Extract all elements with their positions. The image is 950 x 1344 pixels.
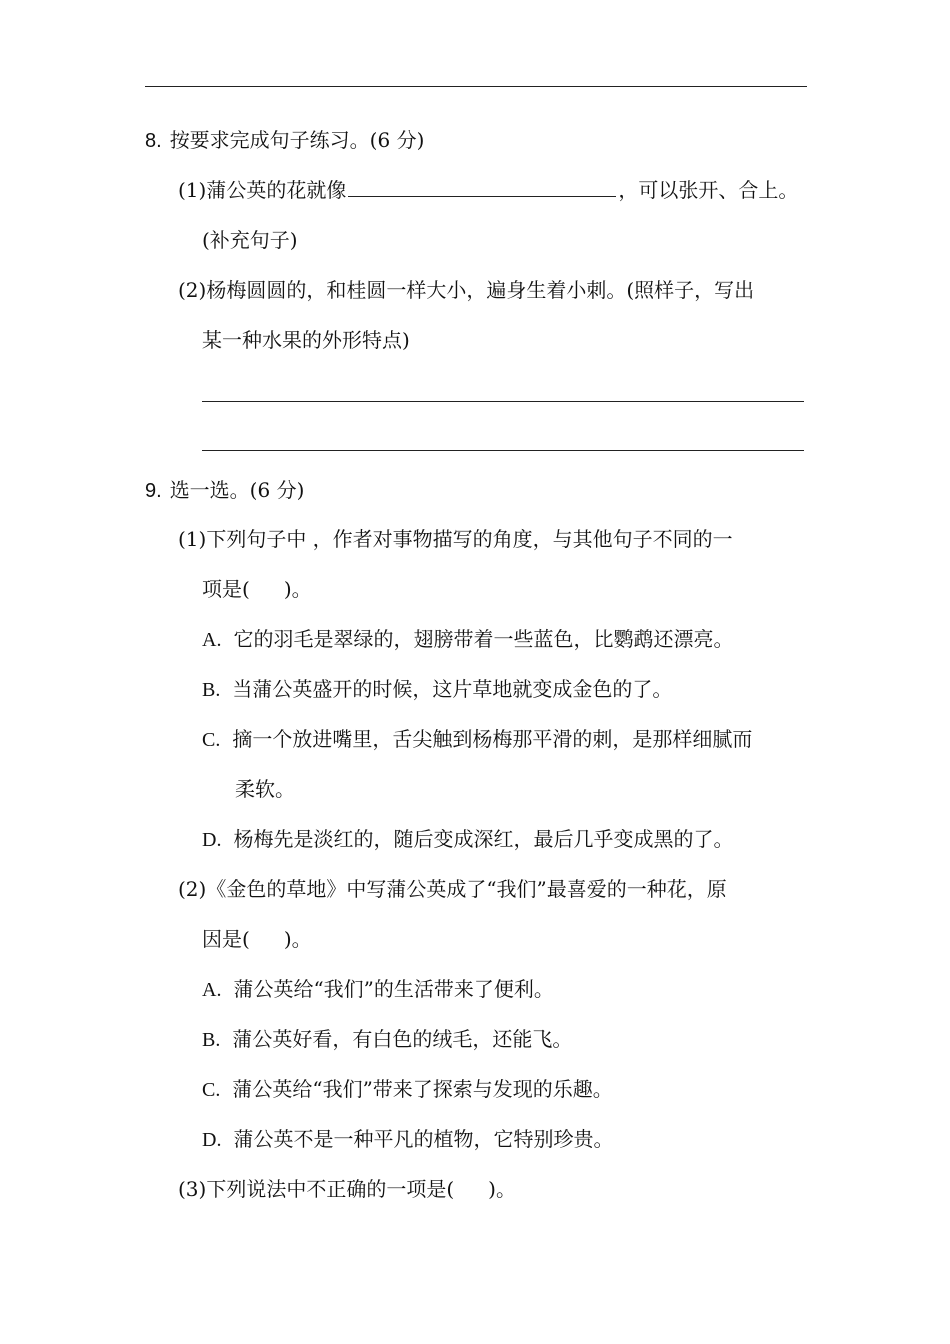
q9-p2-option-a <box>202 975 554 1004</box>
option-letter: A. <box>202 629 222 651</box>
q8-heading <box>145 126 424 155</box>
option-text: 杨梅先是淡红的，随后变成深红，最后几乎变成黑的了。 <box>233 827 734 851</box>
option-text: 摘一个放进嘴里，舌尖触到杨梅那平滑的刺，是那样细腻而 <box>232 727 753 751</box>
q8-s2-line2: 某一种水果的外形特点) <box>202 328 410 352</box>
q9-p1-option-c-cont: 柔软。 <box>235 777 295 801</box>
q9-p2-line1: (2)《金色的草地》中写蒲公英成了“我们”最喜爱的一种花，原 <box>178 877 727 901</box>
q8-answer-line-2[interactable] <box>202 450 804 451</box>
q8-number: 8. <box>145 130 162 152</box>
q9-p2-line2 <box>202 925 312 953</box>
q8-s1-note: (补充句子) <box>202 228 298 252</box>
option-text: 蒲公英给“我们”带来了探索与发现的乐趣。 <box>232 1077 613 1101</box>
q8-s1-suffix: ，可以张开、合上。 <box>618 178 799 202</box>
q9-p3-stem: (3)下列说法中不正确的一项是( <box>178 1177 455 1201</box>
q8-s1-blank[interactable] <box>348 176 616 197</box>
option-text: 它的羽毛是翠绿的，翅膀带着一些蓝色，比鹦鹉还漂亮。 <box>233 627 734 651</box>
q9-p1-option-d <box>202 825 733 854</box>
q9-p2-stem-end: 因是( <box>202 927 250 951</box>
q9-number: 9. <box>145 480 162 502</box>
q9-p1-option-b <box>202 675 672 704</box>
q9-p1-paren-close: )。 <box>283 577 312 601</box>
option-letter: C. <box>202 729 221 751</box>
header-rule <box>145 86 807 87</box>
q8-title: 按要求完成句子练习。(6 分) <box>169 128 425 152</box>
option-text: 蒲公英不是一种平凡的植物，它特别珍贵。 <box>233 1127 614 1151</box>
option-text: 当蒲公英盛开的时候，这片草地就变成金色的了。 <box>232 677 673 701</box>
q9-p3-line <box>178 1175 516 1203</box>
option-letter: D. <box>202 1129 222 1151</box>
option-text: 蒲公英好看，有白色的绒毛，还能飞。 <box>232 1027 573 1051</box>
option-letter: B. <box>202 1029 221 1051</box>
q9-p1-line2 <box>202 575 312 603</box>
q8-s1-prefix: (1)蒲公英的花就像 <box>178 178 347 202</box>
option-text: 蒲公英给“我们”的生活带来了便利。 <box>233 977 554 1001</box>
q9-p1-stem-end: 项是( <box>202 577 250 601</box>
option-letter: D. <box>202 829 222 851</box>
q9-title: 选一选。(6 分) <box>169 478 305 502</box>
q9-p2-paren-close: )。 <box>283 927 312 951</box>
q9-p1-line1: (1)下列句子中 ，作者对事物描写的角度，与其他句子不同的一 <box>178 527 733 551</box>
q8-s2-line1: (2)杨梅圆圆的，和桂圆一样大小，遍身生着小刺。(照样子，写出 <box>178 278 755 302</box>
option-letter: B. <box>202 679 221 701</box>
option-letter: A. <box>202 979 222 1001</box>
q9-p2-option-d <box>202 1125 613 1154</box>
q9-p2-option-b <box>202 1025 572 1054</box>
q8-sentence-1 <box>178 176 798 204</box>
q9-p2-option-c <box>202 1075 613 1104</box>
option-letter: C. <box>202 1079 221 1101</box>
q9-p1-option-a <box>202 625 733 654</box>
q8-answer-line-1[interactable] <box>202 401 804 402</box>
q9-p1-option-c <box>202 725 752 754</box>
q9-p3-paren-close: )。 <box>488 1177 516 1201</box>
q9-heading <box>145 476 304 505</box>
